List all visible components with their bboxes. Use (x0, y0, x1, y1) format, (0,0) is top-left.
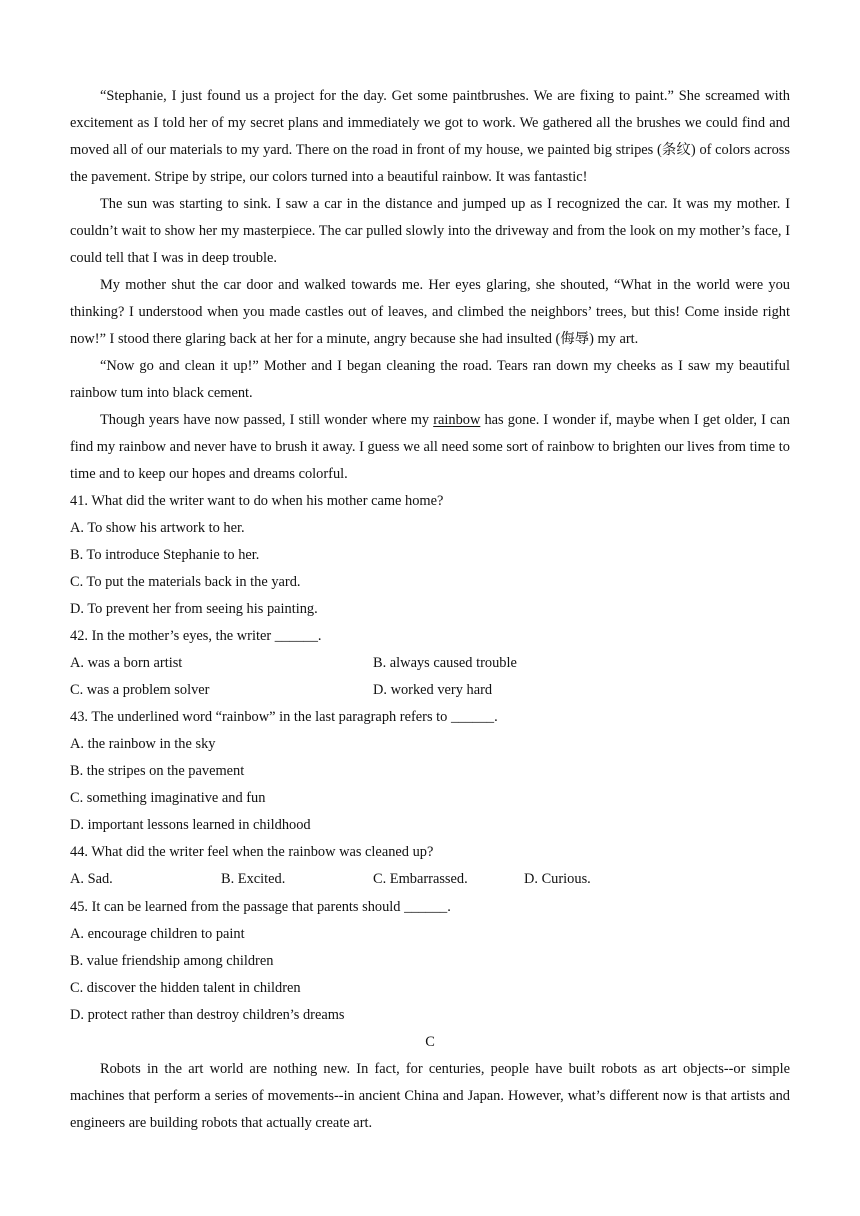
question-42-option-c[interactable]: C. was a problem solver (70, 682, 210, 698)
question-41-stem: 41. What did the writer want to do when his mother came home? (70, 493, 444, 509)
question-45-option-d[interactable]: D. protect rather than destroy children’s dreams (70, 1007, 345, 1023)
passage-b-paragraph-3: My mother shut the car door and walked towards me. Her eyes glaring, she shouted, “What in the world were you thinking? I understood when you made castles out of leaves, and climbed the neighbors’ trees, but this! Come inside right now!” I stood there glaring back at her for a minute, angry because she had insulted (侮辱) my art. (70, 277, 790, 347)
question-43-option-b[interactable]: B. the stripes on the pavement (70, 763, 245, 779)
question-45-option-a[interactable]: A. encourage children to paint (70, 926, 245, 942)
question-44-option-c[interactable]: C. Embarrassed. (373, 871, 468, 887)
underlined-word-rainbow: rainbow (433, 412, 481, 428)
question-42-stem: 42. In the mother’s eyes, the writer ______. (70, 628, 322, 644)
question-43-option-a[interactable]: A. the rainbow in the sky (70, 736, 216, 752)
question-44-stem: 44. What did the writer feel when the rainbow was cleaned up? (70, 844, 434, 860)
question-45-stem: 45. It can be learned from the passage that parents should ______. (70, 899, 451, 915)
question-41-option-b[interactable]: B. To introduce Stephanie to her. (70, 547, 260, 563)
question-42-option-d[interactable]: D. worked very hard (373, 682, 493, 698)
question-41-option-d[interactable]: D. To prevent her from seeing his painting. (70, 601, 318, 617)
passage-b-paragraph-4: “Now go and clean it up!” Mother and I began cleaning the road. Tears ran down my cheeks as I saw my beautiful rainbow tum into black cement. (70, 358, 790, 401)
passage-b-paragraph-2: The sun was starting to sink. I saw a car in the distance and jumped up as I recognized the car. It was my mother. I couldn’t wait to show her my masterpiece. The car pulled slowly into the driveway and from the look on my mother’s face, I could tell that I was in deep trouble. (70, 196, 790, 266)
p5-text-after: has gone. I wonder if, maybe when I get older, I can find my rainbow and never have to brush it away. I guess we all need some sort of rainbow to brighten our lives from time to time and to keep our hopes and dreams colorful. (70, 412, 790, 482)
question-43-option-d[interactable]: D. important lessons learned in childhood (70, 817, 311, 833)
question-41-option-a[interactable]: A. To show his artwork to her. (70, 520, 245, 536)
question-45-option-c[interactable]: C. discover the hidden talent in children (70, 980, 301, 996)
question-42-option-b[interactable]: B. always caused trouble (373, 655, 517, 671)
passage-b-paragraph-1: “Stephanie, I just found us a project for the day. Get some paintbrushes. We are fixing to paint.” She screamed with excitement as I told her of my secret plans and immediately we got to work. We gathered all the brushes we could find and moved all of our materials to my yard. There on the road in front of my house, we painted big stripes (条纹) of colors across the pavement. Stripe by stripe, our colors turned into a beautiful rainbow. It was fantastic! (70, 88, 790, 185)
question-43-option-c[interactable]: C. something imaginative and fun (70, 790, 266, 806)
passage-c-paragraph-1: Robots in the art world are nothing new. In fact, for centuries, people have built robots as art objects--or simple machines that perform a series of movements--in ancient China and Japan. However, what’s different now is that artists and engineers are building robots that actually create art. (70, 1061, 790, 1131)
p5-text-before: Though years have now passed, I still wonder where my (100, 412, 434, 428)
passage-c-heading: C (425, 1034, 435, 1050)
question-44-option-b[interactable]: B. Excited. (221, 871, 286, 887)
question-45-option-b[interactable]: B. value friendship among children (70, 953, 274, 969)
question-43-stem: 43. The underlined word “rainbow” in the last paragraph refers to ______. (70, 709, 498, 725)
passage-b-paragraph-5 (70, 407, 790, 488)
question-44-option-a[interactable]: A. Sad. (70, 871, 113, 887)
question-44-option-d[interactable]: D. Curious. (524, 871, 591, 887)
question-42-option-a[interactable]: A. was a born artist (70, 655, 183, 671)
question-41-option-c[interactable]: C. To put the materials back in the yard. (70, 574, 301, 590)
